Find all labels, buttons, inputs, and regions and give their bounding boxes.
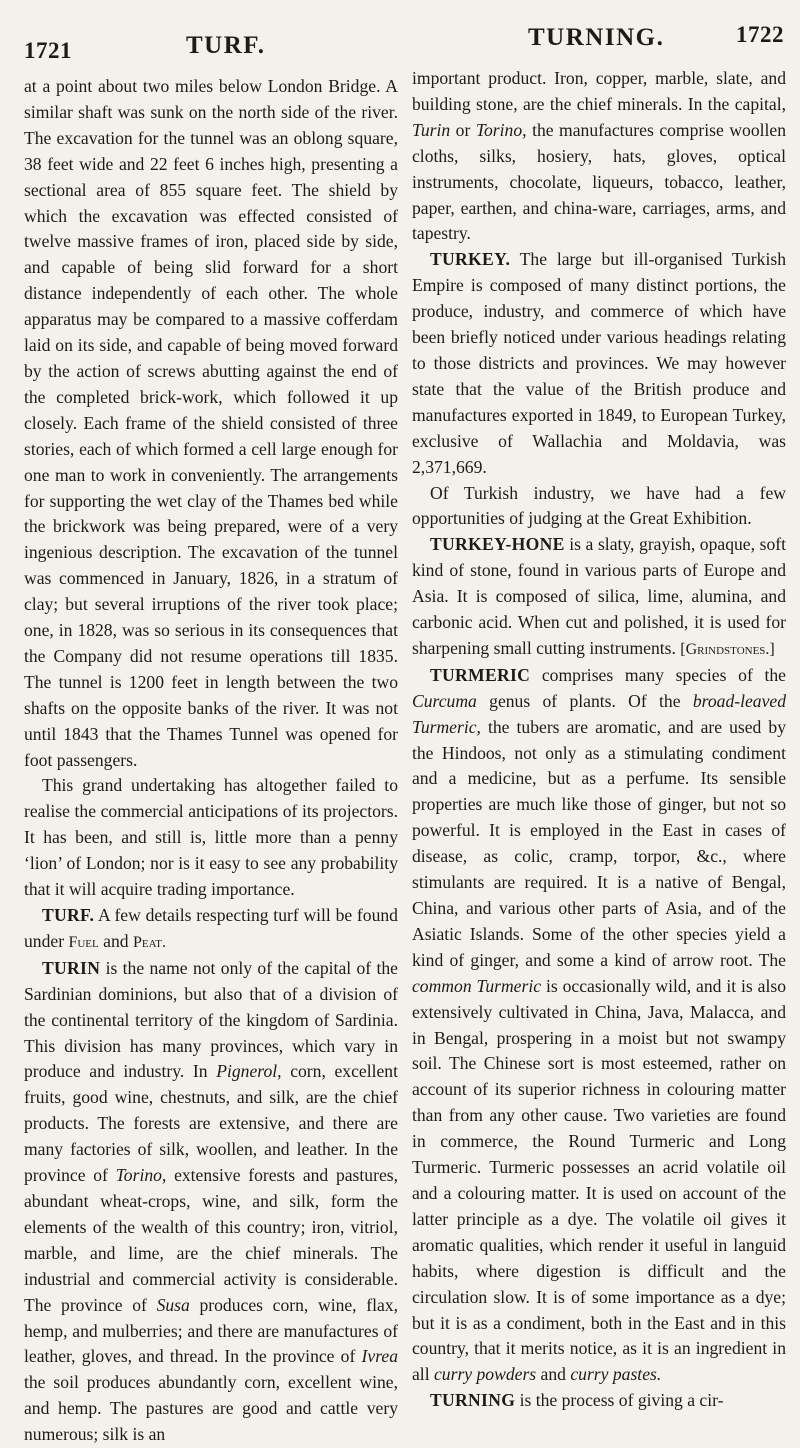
turmeric-curry-pastes: curry pastes.: [570, 1364, 662, 1385]
turmeric-text-1: comprises many species of the: [541, 664, 786, 685]
turin-cont-1: important product. Iron, copper, marble, slate, and building stone, are the chief minerals. In the capital,: [412, 68, 786, 114]
turmeric-and: and: [540, 1364, 566, 1385]
turkey-text: The large but ill-organised Turkish Empire is composed of many distinct portions, the produce, industry, and commerce of which have been briefly noticed under various headings relating to those districts and provinces. We may however state that the value of the British produce and manufactures exported in 1849, to European Turkey, exclusive of Wallachia and Moldavia, was 2,371,669.: [412, 249, 786, 477]
right-running-head: TURNING.: [528, 24, 665, 51]
left-column: [24, 74, 399, 1445]
turmeric-curry-powders: curry powders: [434, 1364, 537, 1385]
turmeric-text-2: genus of plants. Of the: [489, 690, 681, 711]
turin-torino: Torino,: [115, 1165, 167, 1186]
headword-turf: TURF.: [42, 905, 95, 925]
thames-tunnel-paragraph: at a point about two miles below London Bridge. A similar shaft was sunk on the north side of the river. The excavation for the tunnel was an oblong square, 38 feet wide and 22 feet 6 inches high, presenting a sectional area of 855 square feet. The shield by which the excavation was effected consisted of twelve massive frames of iron, placed side by side, and capable of being slid forward for a short distance independently of each other. The whole apparatus may be compared to a massive cofferdam laid on its side, and capable of being moved forward by the action of screws abutting against the end of the completed brick-work, which followed it up closely. Each frame of the shield consisted of three stories, each of which formed a cell large enough for one man to work in conveniently. The arrangements for supporting the wet clay of the Thames bed while the brickwork was being prepared, were of a very ingenious description. The excavation of the tunnel was commenced in January, 1826, in a stratum of clay; but several irruptions of the river took place; one, in 1828, was so serious in its consequences that the Company did not resume operations till 1835. The tunnel is 1200 feet in length between the two shafts on the opposite banks of the river. It was not until 1843 that the Thames Tunnel was opened for foot passengers.: [24, 76, 398, 770]
turin-susa: Susa: [156, 1294, 190, 1315]
turmeric-text-3: the tubers are aromatic, and are used by the Hindoos, not only as a stimulating condiment and a medicine, but as a perfume. Its sensible properties are much like those of ginger, but not so powerful. It is employed in the East in cases of disease, as colic, cramp, torpor, &c., where stimulants are required. It is a native of Bengal, China, and various other parts of Asia, and of the Asiatic Islands. Some of the other species yield a kind of ginger, and some a kind of arrow root. The: [412, 716, 786, 970]
undertaking-paragraph: This grand undertaking has altogether failed to realise the commercial anticipations of its projectors. It has been, and still is, little more than a penny ‘lion’ of London; nor is it easy to see any probability that it will acquire trading importance.: [24, 775, 398, 900]
turin-text-3: extensive forests and pastures, abundant wheat-crops, wine, and silk, form the elements of the wealth of this country; iron, vitriol, marble, and lime, are the chief minerals. The industrial and commercial activity is considerable. The province of: [24, 1165, 398, 1315]
headword-turmeric: TURMERIC: [430, 664, 531, 685]
headword-turin: TURIN: [42, 957, 101, 978]
running-header: [24, 10, 784, 63]
turmeric-broad-leaved: broad-leaved Turmeric,: [412, 690, 787, 737]
entry-turkey: [412, 247, 786, 480]
entry-turkey-hone: [412, 532, 786, 663]
turin-cont-torino: Torino,: [475, 119, 527, 140]
turkey-hone-text: is a slaty, grayish, opaque, soft kind of stone, found in various parts of Europe and Asia. It is composed of silica, lime, alumina, and carbonic acid. When cut and polished, it is used for sharpening small cutting instruments.: [412, 534, 786, 658]
turmeric-common: common Turmeric: [412, 975, 542, 996]
turmeric-curcuma: Curcuma: [412, 690, 477, 711]
turkey-exhibition-paragraph: Of Turkish industry, we have had a few opportunities of judging at the Great Exhibition.: [412, 482, 786, 529]
turin-ivrea: Ivrea: [361, 1346, 399, 1367]
turin-text-5: the soil produces abundantly corn, excellent wine, and hemp. The pastures are good and cattle very numerous; silk is an: [24, 1372, 398, 1445]
turin-pignerol: Pignerol,: [216, 1061, 282, 1082]
entry-turf: [24, 903, 398, 956]
turin-text-2: corn, excellent fruits, good wine, chestnuts, and silk, are the chief products. The forests are extensive, and there are many factories of silk, woollen, and leather. In the province of: [24, 1061, 398, 1186]
headword-turkey-hone: TURKEY-HONE: [430, 534, 565, 555]
entry-turmeric: [412, 663, 786, 1388]
turin-text-4: produces corn, wine, flax, hemp, and mulberries; and there are manufactures of leather, gloves, and thread. In the province of: [24, 1294, 398, 1367]
turin-cont-turin: Turin: [412, 119, 451, 140]
turmeric-text-4: is occasionally wild, and it is also extensively cultivated in China, Java, Malacca, and in Bengal, prospering in a moist but not swampy soil. The Chinese sort is most esteemed, rather on account of its superior richness in colouring matter than from any other cause. Two varieties are found in commerce, the Round Turmeric and Long Turmeric. Turmeric possesses an acrid volatile oil and a colouring matter. It is used on account of the latter principle as a dye. The volatile oil gives it aromatic qualities, which render it useful in languid habits, where digestion is difficult and the circulation slow. It is of some importance as a dye; but it is as a condiment, both in the East and in this country, that it merits notice, as it is an ingredient in all: [412, 975, 786, 1385]
right-page-number: 1722: [736, 22, 784, 47]
turning-text: is the process of giving a cir-: [519, 1390, 724, 1411]
headword-turkey: TURKEY.: [430, 249, 511, 270]
turin-cont-or: or: [455, 119, 471, 140]
entry-turning: [412, 1388, 786, 1414]
turf-text: A few details respecting turf will be found under: [24, 905, 398, 951]
turin-cont-2: the manufactures comprise woollen cloths, silks, hosiery, hats, gloves, optical instruments, chocolate, liqueurs, tobacco, leather, paper, earthen, and china-ware, carriages, arms, and tapestry.: [412, 119, 787, 244]
cross-ref-fuel: Fuel: [68, 933, 99, 951]
turin-continuation: [412, 66, 786, 247]
left-page-number: 1721: [24, 38, 72, 63]
entry-turin: [24, 956, 398, 1448]
turf-and: and: [103, 930, 129, 951]
cross-ref-peat: Peat.: [132, 933, 167, 951]
right-column: [412, 66, 787, 1411]
headword-turning: TURNING: [430, 1390, 516, 1411]
turin-text-1: is the name not only of the capital of the Sardinian dominions, but also that of a division of the continental territory of the kingdom of Sardinia. This division has many provinces, which vary in produce and industry. In: [24, 957, 398, 1082]
cross-ref-grindstones: [Grindstones.]: [680, 640, 775, 658]
left-running-head: TURF.: [186, 32, 266, 59]
